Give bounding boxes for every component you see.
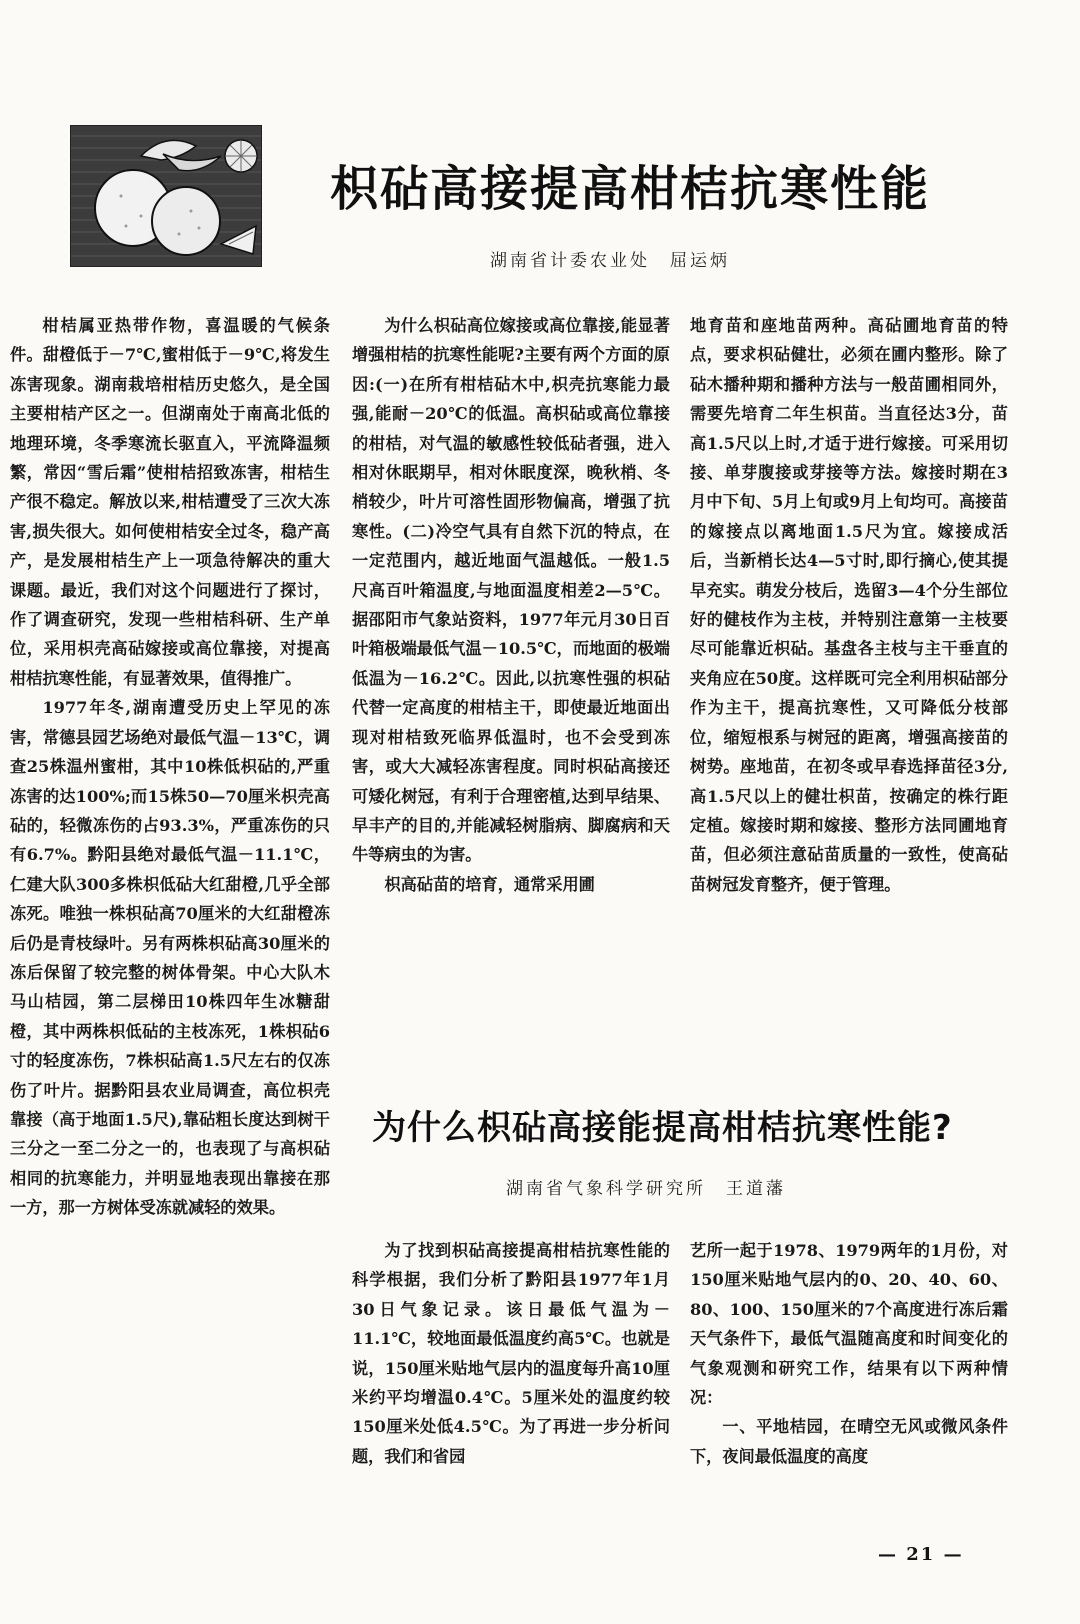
article-byline: 湖南省计委农业处 屈运炳 [490, 251, 730, 271]
article2-byline: 湖南省气象科学研究所 王道藩 [506, 1179, 786, 1199]
article2-column-2 [690, 1236, 1008, 1471]
article1-column-2 [352, 311, 670, 899]
paragraph: 地育苗和座地苗两种。高砧圃地育苗的特点，要求枳砧健壮，必须在圃内整形。除了砧木播种期和播种方法与一般苗圃相同外，需要先培育二年生枳苗。当直径达3分，苗高1.5尺以上时,才适于进行嫁接。可采用切接、单芽腹接或芽接等方法。嫁接时期在3月中下旬、5月上旬或9月上旬均可。高接苗的嫁接点以离地面1.5尺为宜。嫁接成活后，当新梢长达4—5寸时,即行摘心,使其提早充实。萌发分枝后，选留3—4个分生部位好的健枝作为主枝，并特别注意第一主枝要尽可能靠近枳砧。基盘各主枝与主干垂直的夹角应在50度。这样既可完全利用枳砧部分作为主干，提高抗寒性，又可降低分枝部位，缩短根系与树冠的距离，增强高接苗的树势。座地苗，在初冬或早春选择苗径3分,高1.5尺以上的健壮枳苗，按确定的株行距定植。嫁接时期和嫁接、整形方法同圃地育苗，但必须注意砧苗质量的一致性，使高砧苗树冠发育整齐，便于管理。 [690, 316, 1008, 894]
paragraph: 枳高砧苗的培育，通常采用圃 [384, 874, 595, 894]
article-title: 枳砧高接提高柑桔抗寒性能 [330, 161, 931, 217]
paragraph: 为什么枳砧高位嫁接或高位靠接,能显著增强柑桔的抗寒性能呢?主要有两个方面的原因:(一)在所有柑桔砧木中,枳壳抗寒能力最强,能耐－20℃的低温。高枳砧或高位靠接的柑桔，对气温的敏感性较低砧者强，进入相对休眠期早，相对休眠度深，晚秋梢、冬梢较少，叶片可溶性固形物偏高，增强了抗寒性。(二)冷空气具有自然下沉的特点，在一定范围内，越近地面气温越低。一般1.5尺高百叶箱温度,与地面温度相差2—5℃。据邵阳市气象站资料，1977年元月30日百叶箱极端最低气温－10.5℃，而地面的极端低温为－16.2℃。因此,以抗寒性强的枳砧代替一定高度的柑桔主干，即使最近地面出现对柑桔致死临界低温时，也不会受到冻害，或大大减轻冻害程度。同时枳砧高接还可矮化树冠，有利于合理密植,达到早结果、早丰产的目的,并能减轻树脂病、脚腐病和天牛等病虫的为害。 [352, 316, 670, 865]
article2-column-1 [352, 1236, 670, 1471]
orange-illustration [70, 125, 262, 267]
paragraph: 一、平地桔园，在晴空无风或微风条件下，夜间最低温度的高度 [690, 1417, 1008, 1466]
article2-title: 为什么枳砧高接能提高柑桔抗寒性能? [372, 1108, 953, 1148]
paragraph: 1977年冬,湖南遭受历史上罕见的冻害，常德县园艺场绝对最低气温－13℃，调查25株温州蜜柑，其中10株低枳砧的,严重冻害的达100%;而15株50—70厘米枳壳高砧的，轻微冻伤的占93.3%，严重冻伤的只有6.7%。黔阳县绝对最低气温－11.1℃，仁建大队300多株枳低砧大红甜橙,几乎全部冻死。唯独一株枳砧高70厘米的大红甜橙冻后仍是青枝绿叶。另有两株枳砧高30厘米的冻后保留了较完整的树体骨架。中心大队木马山桔园，第二层梯田10株四年生冰糖甜橙，其中两株枳低砧的主枝冻死，1株枳砧6寸的轻度冻伤，7株枳砧高1.5尺左右的仅冻伤了叶片。据黔阳县农业局调查，高位枳壳靠接（高于地面1.5尺),靠砧粗长度达到树干三分之一至二分之一的，也表现了与高枳砧相同的抗寒能力，并明显地表现出靠接在那一方，那一方树体受冻就减轻的效果。 [10, 698, 330, 1218]
page-number: — 21 — [878, 1544, 964, 1565]
article1-column-3 [690, 311, 1008, 899]
paragraph: 艺所一起于1978、1979两年的1月份，对150厘米贴地气层内的0、20、40、60、80、100、150厘米的7个高度进行冻后霜天气条件下，最低气温随高度和时间变化的气象观测和研究工作，结果有以下两种情况： [690, 1241, 1008, 1408]
paragraph: 为了找到枳砧高接提高柑桔抗寒性能的科学根据，我们分析了黔阳县1977年1月30日气象记录。该日最低气温为－11.1℃，较地面最低温度约高5℃。也就是说，150厘米贴地气层内的温度每升高10厘米约平均增温0.4℃。5厘米处的温度约较150厘米处低4.5℃。为了再进一步分析问题，我们和省园 [352, 1241, 670, 1466]
article1-column-1 [10, 311, 330, 1223]
paragraph: 柑桔属亚热带作物，喜温暖的气候条件。甜橙低于－7℃,蜜柑低于－9℃,将发生冻害现象。湖南栽培柑桔历史悠久，是全国主要柑桔产区之一。但湖南处于南高北低的地理环境，冬季寒流长驱直入，平流降温频繁，常因“雪后霜”使柑桔招致冻害，柑桔生产很不稳定。解放以来,柑桔遭受了三次大冻害,损失很大。如何使柑桔安全过冬，稳产高产，是发展柑桔生产上一项急待解决的重大课题。最近，我们对这个问题进行了探讨，作了调查研究，发现一些柑桔科研、生产单位，采用枳壳高砧嫁接或高位靠接，对提高柑桔抗寒性能，有显著效果，值得推广。 [10, 316, 330, 688]
